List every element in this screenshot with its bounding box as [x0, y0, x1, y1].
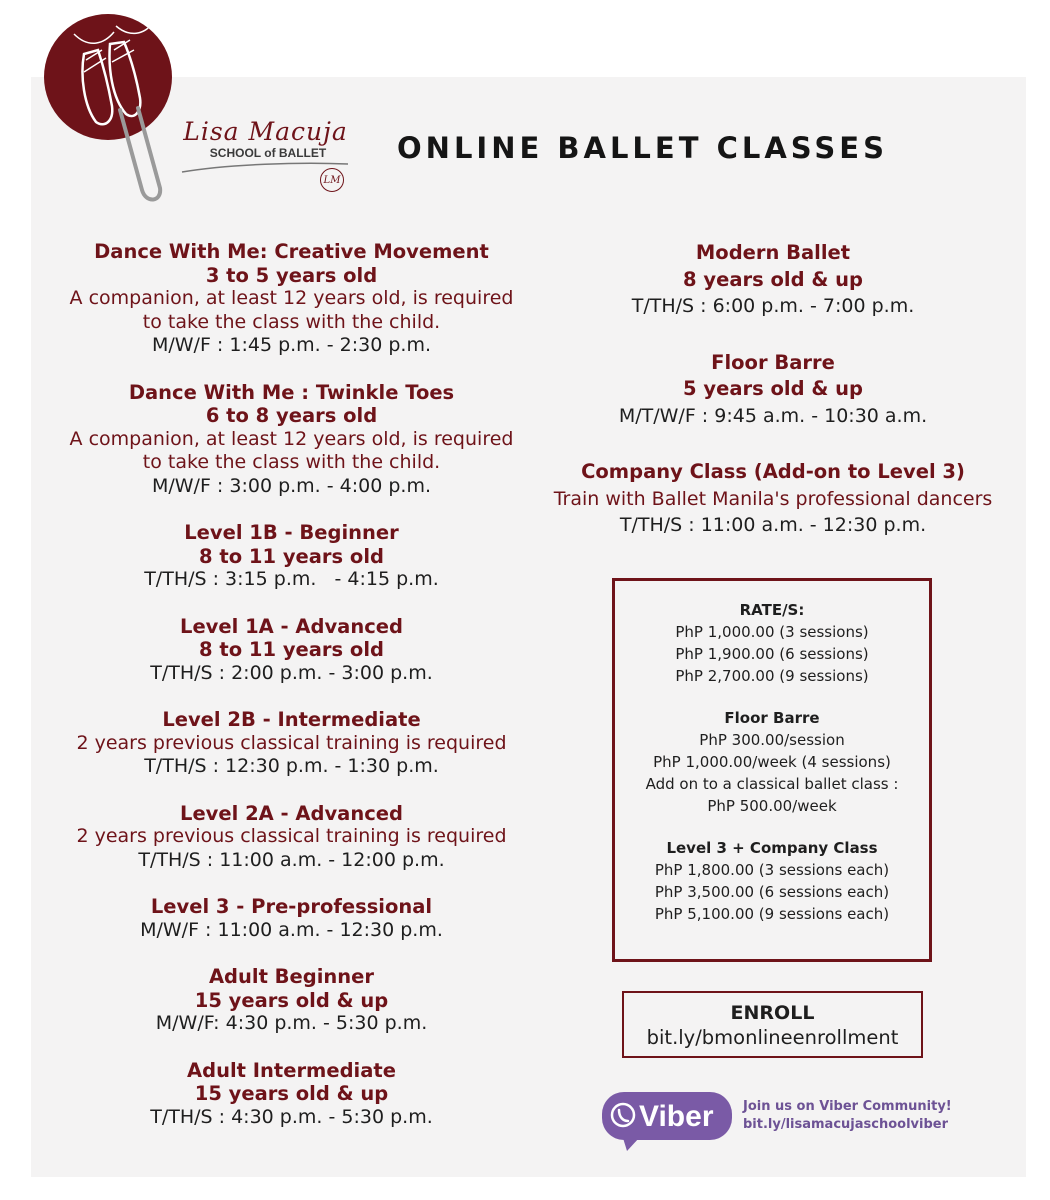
class-note: Train with Ballet Manila's professional dancers [553, 487, 993, 510]
class-name: Adult Beginner [208, 965, 375, 988]
rate-line: PhP 1,000.00 (3 sessions) [675, 623, 869, 641]
class-schedule: T/TH/S : 6:00 p.m. - 7:00 p.m. [631, 295, 915, 317]
class-note: A companion, at least 12 years old, is required [69, 287, 514, 309]
class-name: Dance With Me : Twinkle Toes [128, 380, 455, 404]
rates-group-floor-barre [615, 707, 929, 817]
class-name: Dance With Me: Creative Movement [94, 240, 489, 263]
class-age: 8 years old & up [683, 267, 863, 291]
rates-box [612, 578, 932, 962]
class-twinkle-toes [40, 381, 543, 499]
class-note-2: to take the class with the child. [142, 310, 441, 333]
class-schedule: M/T/W/F : 9:45 a.m. - 10:30 a.m. [618, 404, 928, 427]
class-note: 2 years previous classical training is required [76, 825, 507, 847]
rates-group-company [615, 837, 929, 925]
rate-line: PhP 300.00/session [699, 731, 845, 749]
class-adult-beginner [40, 965, 543, 1036]
paperclip-icon [108, 100, 168, 210]
viber-join-text: Join us on Viber Community! [743, 1099, 952, 1114]
class-level-1b [40, 521, 543, 592]
class-age: 3 to 5 years old [205, 263, 378, 287]
class-schedule: M/W/F: 4:30 p.m. - 5:30 p.m. [155, 1012, 428, 1034]
class-age: 8 to 11 years old [199, 638, 384, 661]
class-name: Level 1A - Advanced [180, 614, 403, 638]
rate-line: PhP 3,500.00 (6 sessions each) [654, 883, 890, 901]
brand-subtitle: SCHOOL of BALLET [209, 146, 327, 160]
class-name: Level 2A - Advanced [180, 801, 403, 825]
viber-link[interactable]: bit.ly/lisamacujaschoolviber [743, 1117, 949, 1132]
enroll-box [622, 991, 923, 1058]
class-name: Adult Intermediate [187, 1058, 396, 1082]
class-level-2a [40, 802, 543, 873]
rate-line: PhP 500.00/week [707, 797, 837, 815]
page-title: ONLINE BALLET CLASSES [397, 131, 888, 165]
rates-group-classes [615, 599, 929, 687]
class-schedule: M/W/F : 11:00 a.m. - 12:30 p.m. [140, 918, 443, 941]
class-note: 2 years previous classical training is required [76, 731, 507, 754]
class-name: Modern Ballet [695, 241, 851, 264]
class-name: Level 3 - Pre-professional [150, 895, 433, 918]
enroll-title: ENROLL [730, 1002, 815, 1024]
class-floor-barre [520, 350, 1026, 430]
class-note: A companion, at least 12 years old, is required [69, 427, 514, 450]
class-age: 5 years old & up [683, 377, 863, 400]
class-age: 8 to 11 years old [199, 544, 384, 568]
class-schedule: T/TH/S : 3:15 p.m. - 4:15 p.m. [144, 568, 439, 590]
rate-line: Add on to a classical ballet class : [645, 775, 899, 793]
class-schedule: T/TH/S : 4:30 p.m. - 5:30 p.m. [150, 1105, 433, 1128]
class-age: 15 years old & up [194, 988, 389, 1012]
class-schedule: T/TH/S : 11:00 a.m. - 12:30 p.m. [619, 514, 927, 536]
class-schedule: T/TH/S : 2:00 p.m. - 3:00 p.m. [150, 661, 433, 684]
class-schedule: M/W/F : 3:00 p.m. - 4:00 p.m. [151, 474, 432, 497]
rates-heading: Floor Barre [724, 709, 820, 727]
rate-line: PhP 1,900.00 (6 sessions) [675, 645, 869, 663]
class-level-3 [40, 895, 543, 942]
class-note-2: to take the class with the child. [142, 451, 441, 473]
class-age: 15 years old & up [194, 1082, 389, 1105]
class-schedule: T/TH/S : 12:30 p.m. - 1:30 p.m. [144, 755, 439, 777]
rate-line: PhP 1,800.00 (3 sessions each) [654, 861, 890, 879]
class-schedule: M/W/F : 1:45 p.m. - 2:30 p.m. [151, 334, 432, 356]
class-modern-ballet [520, 240, 1026, 320]
class-name: Level 1B - Beginner [184, 521, 399, 544]
class-creative-movement [40, 240, 543, 358]
class-company [520, 459, 1026, 539]
class-schedule: T/TH/S : 11:00 a.m. - 12:00 p.m. [138, 848, 445, 871]
left-class-list [40, 240, 543, 1152]
right-class-list [520, 240, 1026, 569]
class-level-2b [40, 708, 543, 779]
viber-community [743, 1098, 963, 1134]
class-level-1a [40, 615, 543, 686]
class-adult-intermediate [40, 1059, 543, 1130]
rate-line: PhP 1,000.00/week (4 sessions) [653, 753, 891, 771]
class-name: Company Class (Add-on to Level 3) [581, 460, 965, 483]
enroll-link[interactable]: bit.ly/bmonlineenrollment [646, 1026, 899, 1049]
class-name: Floor Barre [711, 350, 835, 374]
rate-line: PhP 2,700.00 (9 sessions) [675, 667, 869, 685]
viber-badge-label: Viber [639, 1100, 714, 1133]
class-name: Level 2B - Intermediate [162, 708, 421, 731]
viber-logo-icon[interactable] [601, 1091, 733, 1153]
class-age: 6 to 8 years old [205, 404, 378, 427]
rates-heading: Level 3 + Company Class [666, 839, 878, 857]
rates-heading: RATE/S: [739, 601, 805, 619]
brand-name: Lisa Macuja [183, 117, 348, 146]
rate-line: PhP 5,100.00 (9 sessions each) [654, 905, 890, 923]
brand-monogram: LM [320, 168, 344, 192]
